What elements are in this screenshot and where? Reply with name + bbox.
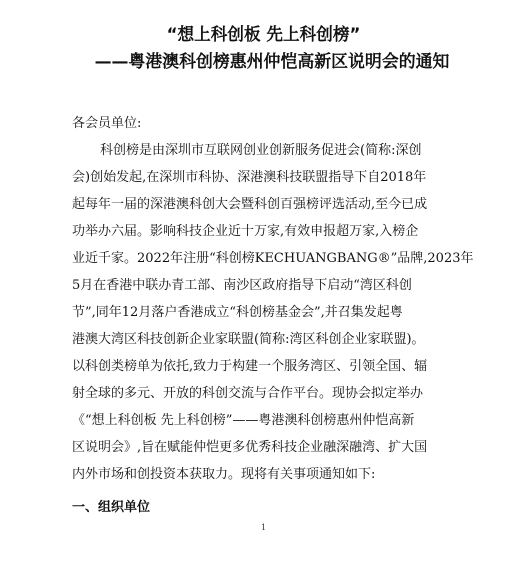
body-line: 科创榜是由深圳市互联网创业创新服务促进会(简称:深创 xyxy=(100,143,422,158)
body-line: 会)创始发起,在深圳市科协、深港澳科技联盟指导下自2018年 xyxy=(72,170,427,185)
body-line: 业近千家。2022年注册“科创榜KECHUANGBANG®”品牌,2023年 xyxy=(72,251,474,266)
document-subtitle: ——粤港澳科创榜惠州仲恺高新区说明会的通知 xyxy=(94,52,450,72)
body-line: 射全球的多元、开放的科创交流与合作平台。现协会拟定举办 xyxy=(72,386,424,401)
page-number: 1 xyxy=(260,523,267,532)
document-title: “想上科创板 先上科创榜” xyxy=(166,25,361,45)
body-line: 5月在香港中联办青工部、南沙区政府指导下启动“湾区科创 xyxy=(72,278,412,293)
body-line: 起每年一届的深港澳科创大会暨科创百强榜评选活动,至今已成 xyxy=(72,197,428,212)
section-heading: 一、组织单位 xyxy=(72,500,151,515)
body-line: 功举办六届。影响科技企业近十万家,有效申报超万家,入榜企 xyxy=(72,224,419,239)
body-line: 《“想上科创板 先上科创榜”——粤港澳科创榜惠州仲恺高新 xyxy=(72,413,415,428)
body-line: 区说明会》,旨在赋能仲恺更多优秀科技企业融深融湾、扩大国 xyxy=(72,440,428,455)
body-line: 内外市场和创投资本获取力。现将有关事项通知如下: xyxy=(72,467,376,482)
body-line: 港澳大湾区科技创新企业家联盟(简称:湾区科创企业家联盟)。 xyxy=(72,332,425,347)
salutation: 各会员单位: xyxy=(72,116,142,131)
body-line: 节”,同年12月落户香港成立“科创榜基金会”,并召集发起粤 xyxy=(72,305,403,320)
body-line: 以科创类榜单为依托,致力于构建一个服务湾区、引领全国、辐 xyxy=(72,359,428,374)
